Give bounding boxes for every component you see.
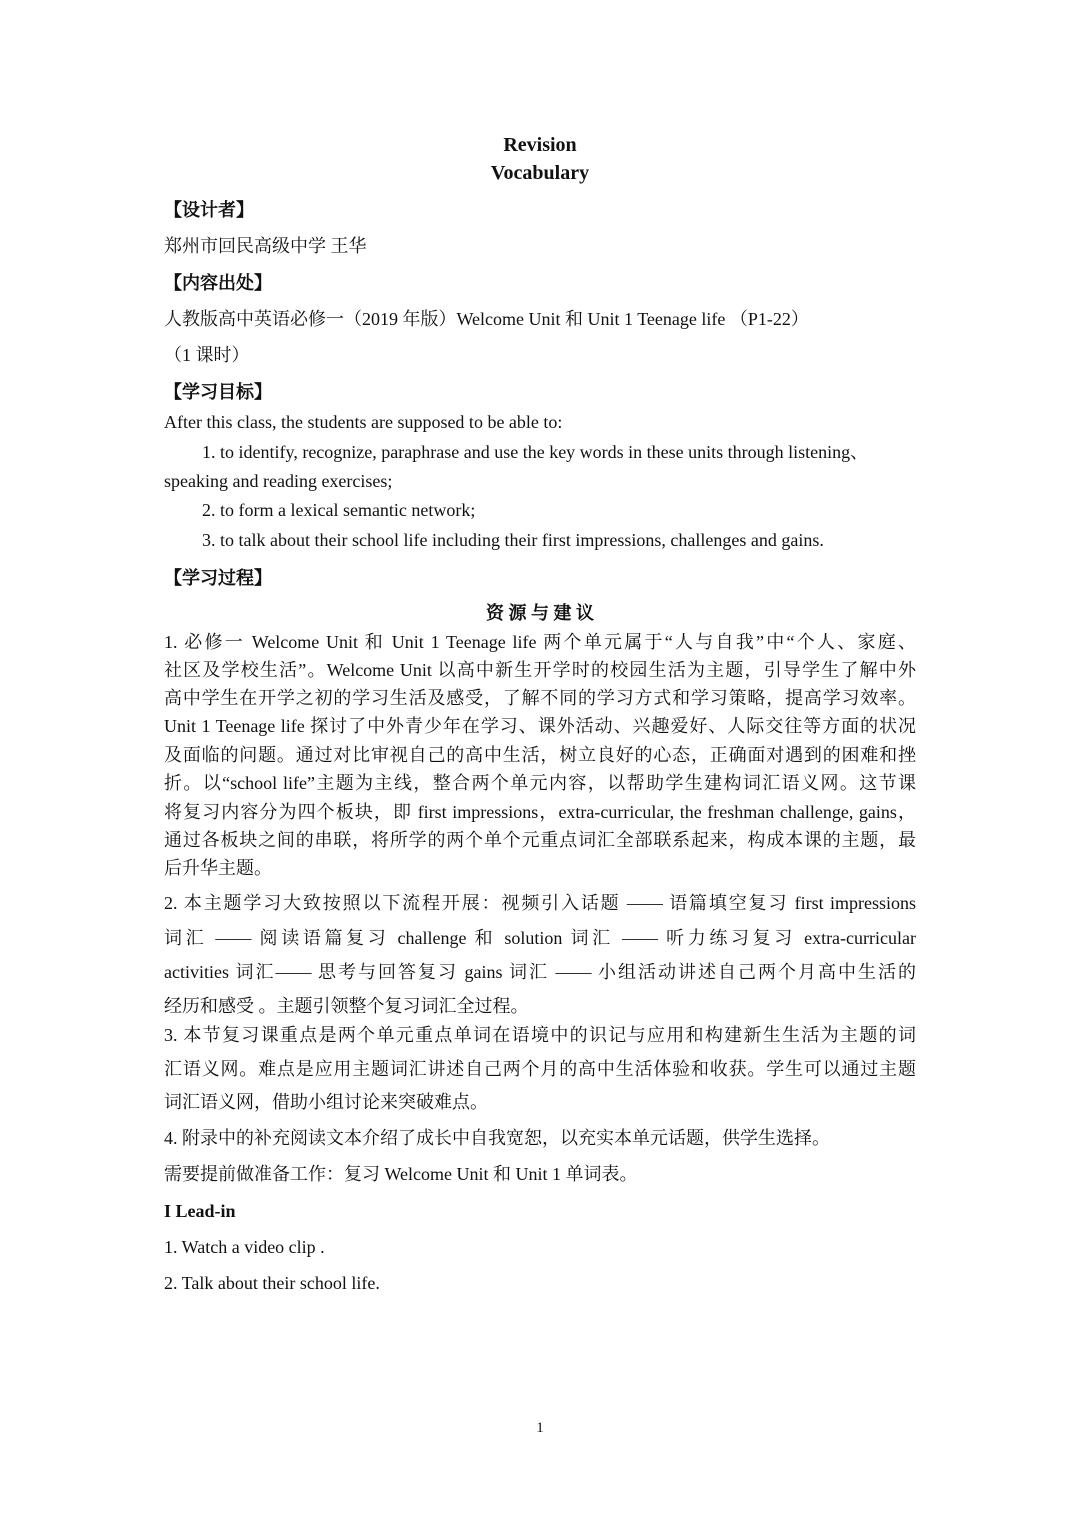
paragraph-1-line: 后升华主题。	[164, 858, 272, 878]
paragraph-1-line: 折。以“school life”主题为主线，整合两个单元内容，以帮助学生建构词汇语义网。这节课	[164, 773, 916, 793]
paragraph-1-line: 及面临的问题。通过对比审视自己的高中生活，树立良好的心态，正确面对遇到的困难和挫	[164, 745, 916, 765]
paragraph-3-line: 词汇语义网，借助小组讨论来突破难点。	[164, 1092, 488, 1112]
paragraph-2-line: 经历和感受 。主题引领整个复习词汇全过程。	[164, 996, 529, 1016]
paragraph-2-line: 词汇 —— 阅读语篇复习 challenge 和 solution 词汇 —— 听力练习复习 extra-curricular	[164, 928, 916, 948]
objective-item-1-line-2: speaking and reading exercises;	[164, 471, 393, 491]
paragraph-2-line: activities 词汇—— 思考与回答复习 gains 词汇 —— 小组活动讲述自己两个月高中生活的	[164, 962, 916, 982]
paragraph-1-line: 高中学生在开学之初的学习生活及感受，了解不同的学习方式和学习策略，提高学习效率。	[164, 688, 916, 708]
paragraph-1-line: 社区及学校生活”。Welcome Unit 以高中新生开学时的校园生活为主题，引导学生了解中外	[164, 660, 916, 680]
objective-item-3: 3. to talk about their school life including their first impressions, challenges and gains.	[202, 530, 824, 550]
paragraph-1-line: 将复习内容分为四个板块，即 first impressions，extra-curricular, the freshman challenge, gains，	[164, 802, 916, 822]
objective-item-2: 2. to form a lexical semantic network;	[202, 500, 476, 520]
leadin-heading: I Lead-in	[164, 1201, 236, 1221]
paragraph-1-line: 1. 必修一 Welcome Unit 和 Unit 1 Teenage life 两个单元属于“人与自我”中“个人、家庭、	[164, 632, 916, 652]
objective-item-1-line-1: 1. to identify, recognize, paraphrase and use the key words in these units through listening、	[202, 442, 869, 462]
designer-heading: 【设计者】	[164, 200, 254, 220]
source-line-2: （1 课时）	[164, 345, 250, 365]
document-subtitle: Vocabulary	[490, 162, 590, 184]
document-title: Revision	[503, 134, 577, 156]
leadin-item-1: 1. Watch a video clip .	[164, 1237, 325, 1257]
designer-text: 郑州市回民高级中学 王华	[164, 236, 367, 256]
paragraph-3-line: 汇语义网。难点是应用主题词汇讲述自己两个月的高中生活体验和收获。学生可以通过主题	[164, 1059, 916, 1079]
page-number: 1	[536, 1420, 544, 1436]
paragraph-1-line: 通过各板块之间的串联，将所学的两个单个元重点词汇全部联系起来，构成本课的主题，最	[164, 830, 916, 850]
paragraph-4: 4. 附录中的补充阅读文本介绍了成长中自我宽恕，以充实本单元话题，供学生选择。	[164, 1128, 830, 1148]
preparation-note: 需要提前做准备工作：复习 Welcome Unit 和 Unit 1 单词表。	[164, 1164, 638, 1184]
paragraph-2-line: 2. 本主题学习大致按照以下流程开展：视频引入话题 —— 语篇填空复习 first impressions	[164, 893, 916, 913]
objectives-heading: 【学习目标】	[164, 382, 272, 402]
paragraph-3-line: 3. 本节复习课重点是两个单元重点单词在语境中的识记与应用和构建新生生活为主题的词	[164, 1025, 916, 1045]
source-line-1: 人教版高中英语必修一（2019 年版）Welcome Unit 和 Unit 1 Teenage life （P1-22）	[164, 309, 809, 329]
leadin-item-2: 2. Talk about their school life.	[164, 1273, 380, 1293]
objectives-intro: After this class, the students are supposed to be able to:	[164, 412, 563, 432]
paragraph-1-line: Unit 1 Teenage life 探讨了中外青少年在学习、课外活动、兴趣爱好、人际交往等方面的状况	[164, 716, 916, 736]
process-heading: 【学习过程】	[164, 568, 272, 588]
source-heading: 【内容出处】	[164, 273, 272, 293]
resources-title: 资 源 与 建 议	[486, 603, 594, 623]
